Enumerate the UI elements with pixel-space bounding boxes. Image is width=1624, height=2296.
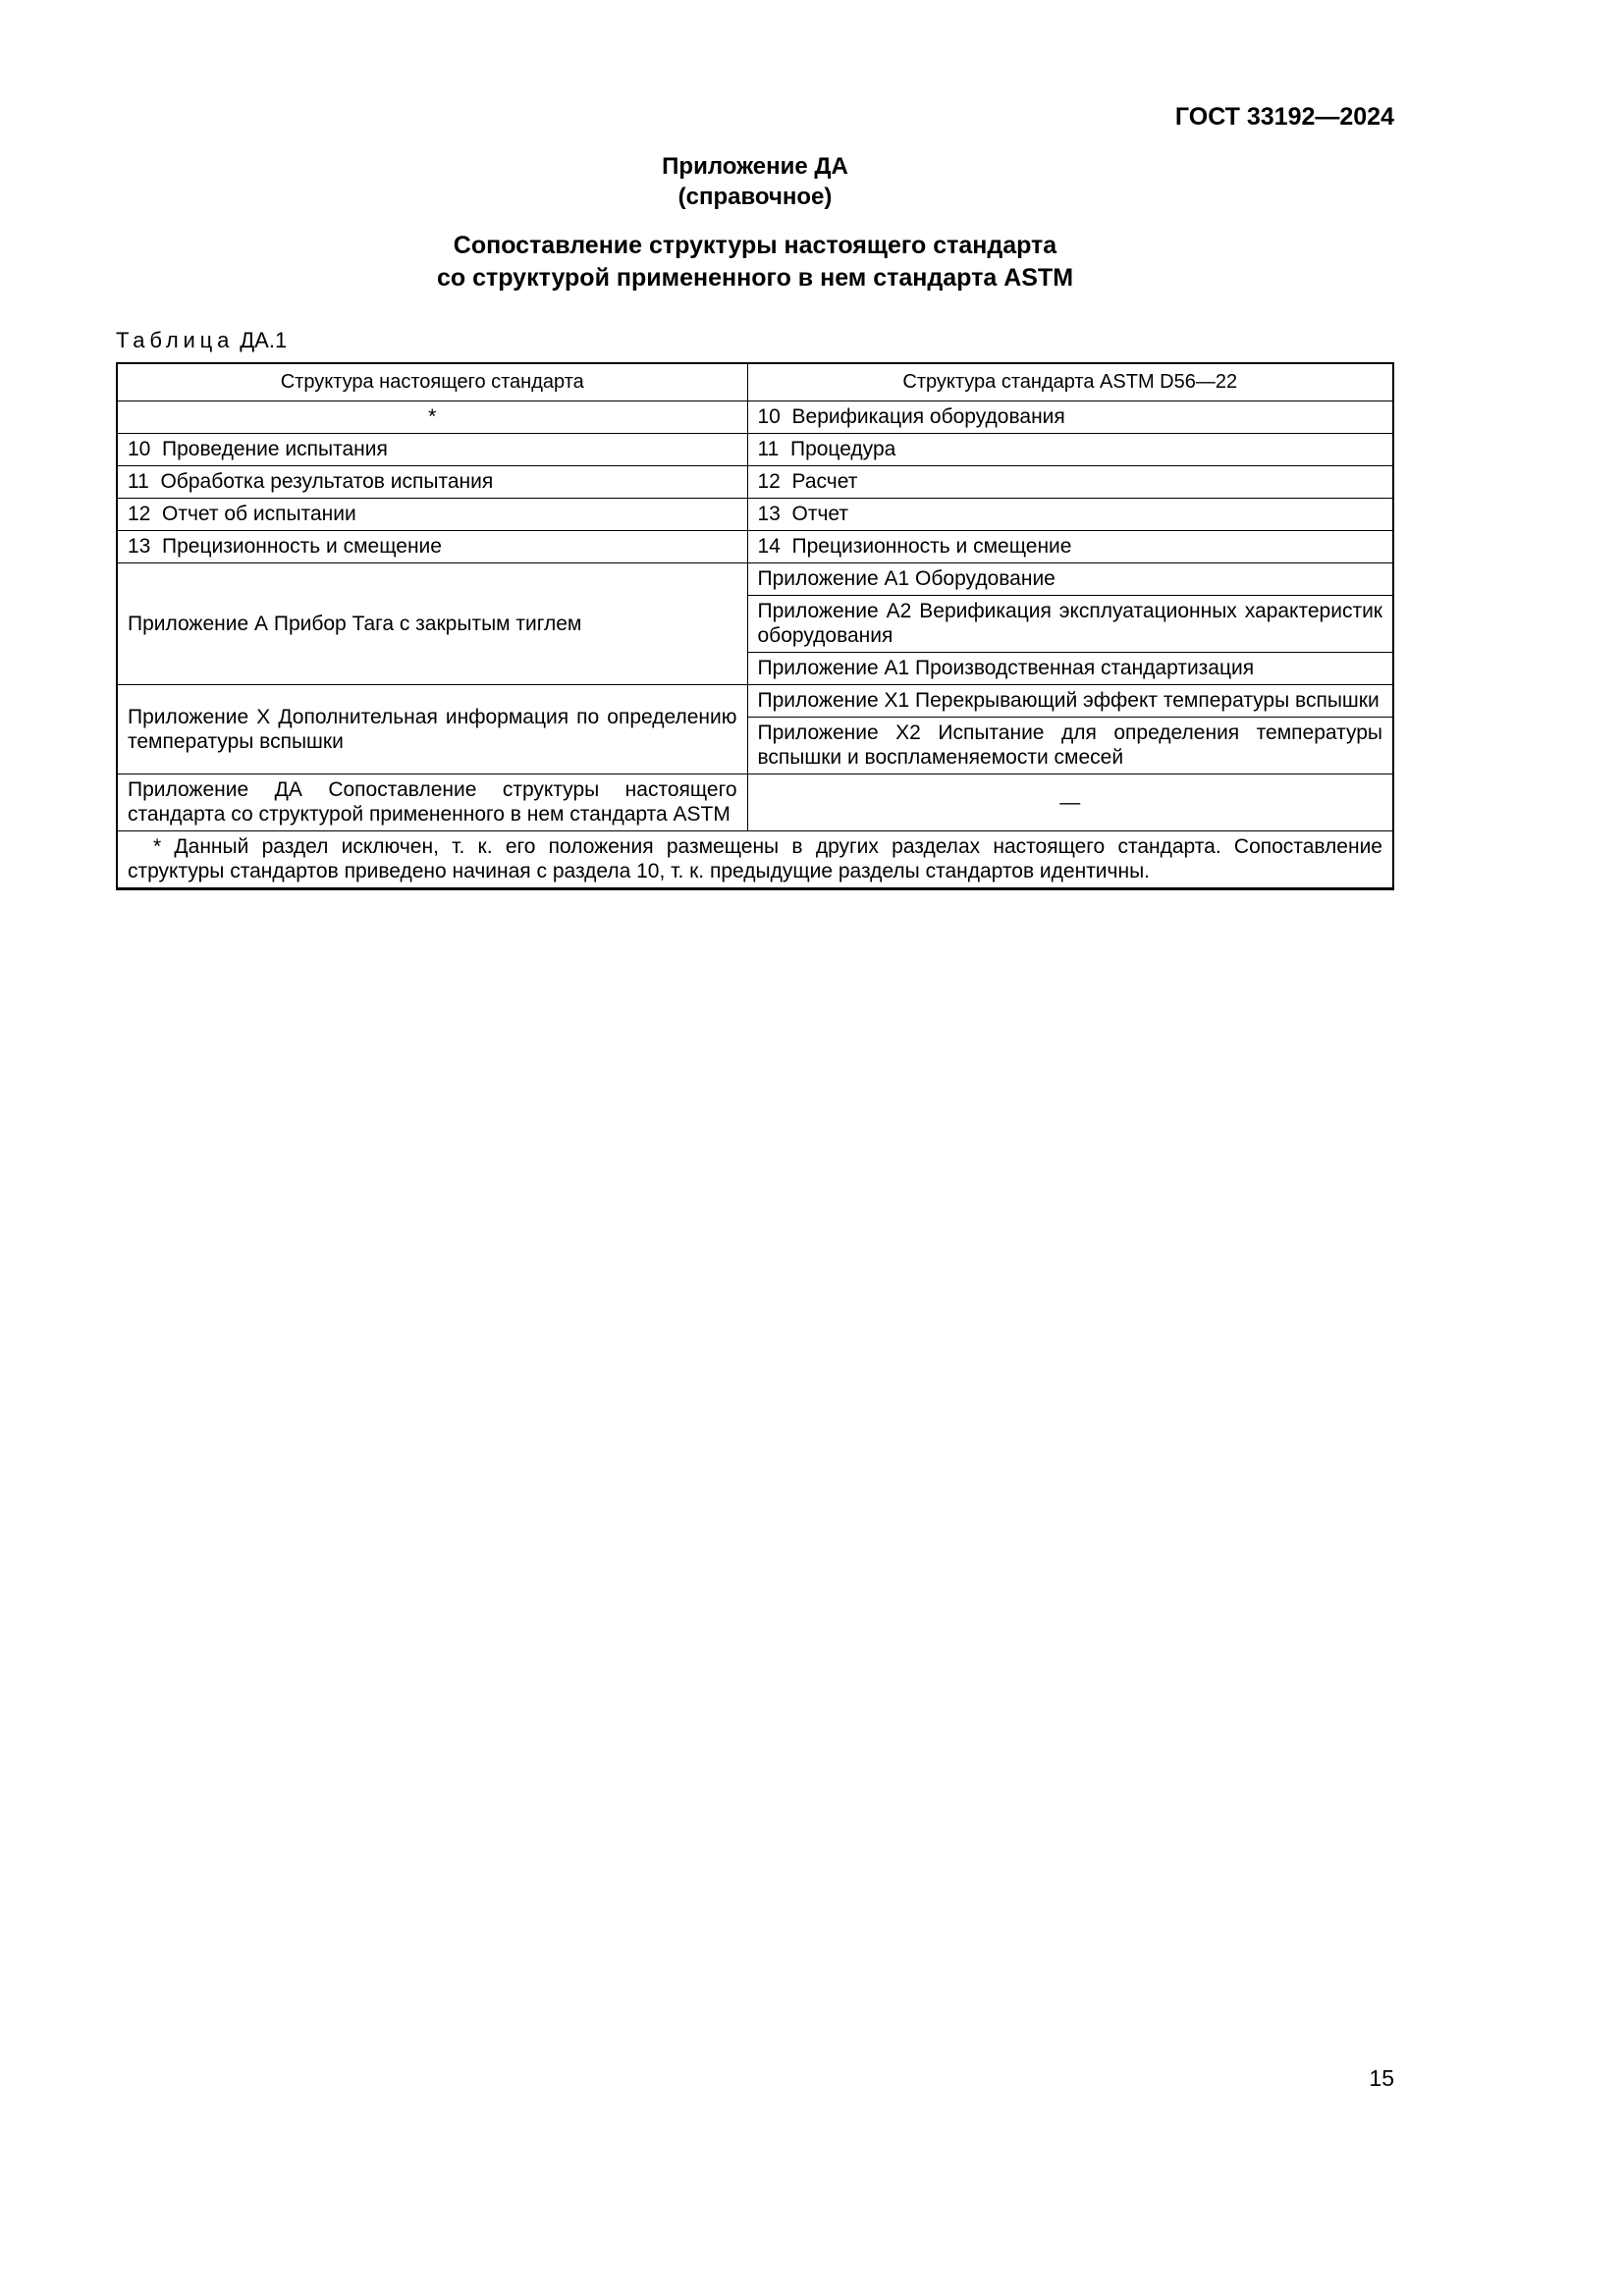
cell-astm-annex-a2: Приложение А2 Верификация эксплуатационных характеристик оборудования — [747, 596, 1393, 653]
cell-astm-section: 14 Прецизионность и смещение — [747, 531, 1393, 563]
cell-astm-annex-a3: Приложение А1 Производственная стандартизация — [747, 653, 1393, 685]
cell-this-section: 13 Прецизионность и смещение — [117, 531, 747, 563]
cell-appendix-a: Приложение А Прибор Тага с закрытым тиглем — [117, 563, 747, 685]
cell-astm-appendix-x1: Приложение Х1 Перекрывающий эффект температуры вспышки — [747, 685, 1393, 718]
cell-astm-section: 13 Отчет — [747, 499, 1393, 531]
appendix-label: Приложение ДА — [662, 153, 848, 180]
table-footnote-row — [117, 831, 1393, 889]
table-row-group-a — [117, 563, 1393, 596]
cell-appendix-da: Приложение ДА Сопоставление структуры настоящего стандарта со структурой примененного в нем стандарта ASTM — [117, 774, 747, 831]
table-row-appendix-da — [117, 774, 1393, 831]
table-row — [117, 434, 1393, 466]
cell-astm-section: 12 Расчет — [747, 466, 1393, 499]
cell-this-section: 11 Обработка результатов испытания — [117, 466, 747, 499]
table-caption-word: Таблица — [116, 328, 235, 352]
cell-this-section: 12 Отчет об испытании — [117, 499, 747, 531]
table-row — [117, 499, 1393, 531]
doc-reference: ГОСТ 33192—2024 — [1174, 103, 1394, 131]
comparison-table — [116, 362, 1394, 890]
cell-appendix-x: Приложение Х Дополнительная информация по определению температуры вспышки — [117, 685, 747, 774]
table-row-group-x — [117, 685, 1393, 718]
cell-astm-section: 10 Верификация оборудования — [747, 401, 1393, 434]
table-header-row — [117, 363, 1393, 401]
cell-this-section: 10 Проведение испытания — [117, 434, 747, 466]
table-row — [117, 401, 1393, 434]
col-header-this-standard: Структура настоящего стандарта — [117, 363, 747, 401]
table-caption — [116, 328, 1394, 353]
cell-em-dash: — — [747, 774, 1393, 831]
appendix-kind: (справочное) — [677, 184, 833, 210]
table-caption-number: ДА.1 — [240, 328, 288, 352]
cell-astm-appendix-x2: Приложение Х2 Испытание для определения температуры вспышки и воспламеняемости смесей — [747, 718, 1393, 774]
cell-astm-annex-a1: Приложение А1 Оборудование — [747, 563, 1393, 596]
appendix-title — [116, 230, 1394, 294]
table-row — [117, 531, 1393, 563]
cell-excluded-section-mark: * — [117, 401, 747, 434]
table-footnote: * Данный раздел исключен, т. к. его положения размещены в других разделах настоящего стандарта. Сопоставление структуры стандартов приведено начиная с раздела 10, т. к. предыдущие разделы стандартов идентичны. — [117, 831, 1393, 889]
appendix-title-line-2: со структурой примененного в нем стандарта ASTM — [436, 264, 1074, 292]
page-number: 15 — [1369, 2065, 1394, 2091]
col-header-astm-standard: Структура стандарта ASTM D56—22 — [747, 363, 1393, 401]
cell-astm-section: 11 Процедура — [747, 434, 1393, 466]
appendix-title-line-1: Сопоставление структуры настоящего стандарта — [453, 232, 1057, 259]
table-row — [117, 466, 1393, 499]
